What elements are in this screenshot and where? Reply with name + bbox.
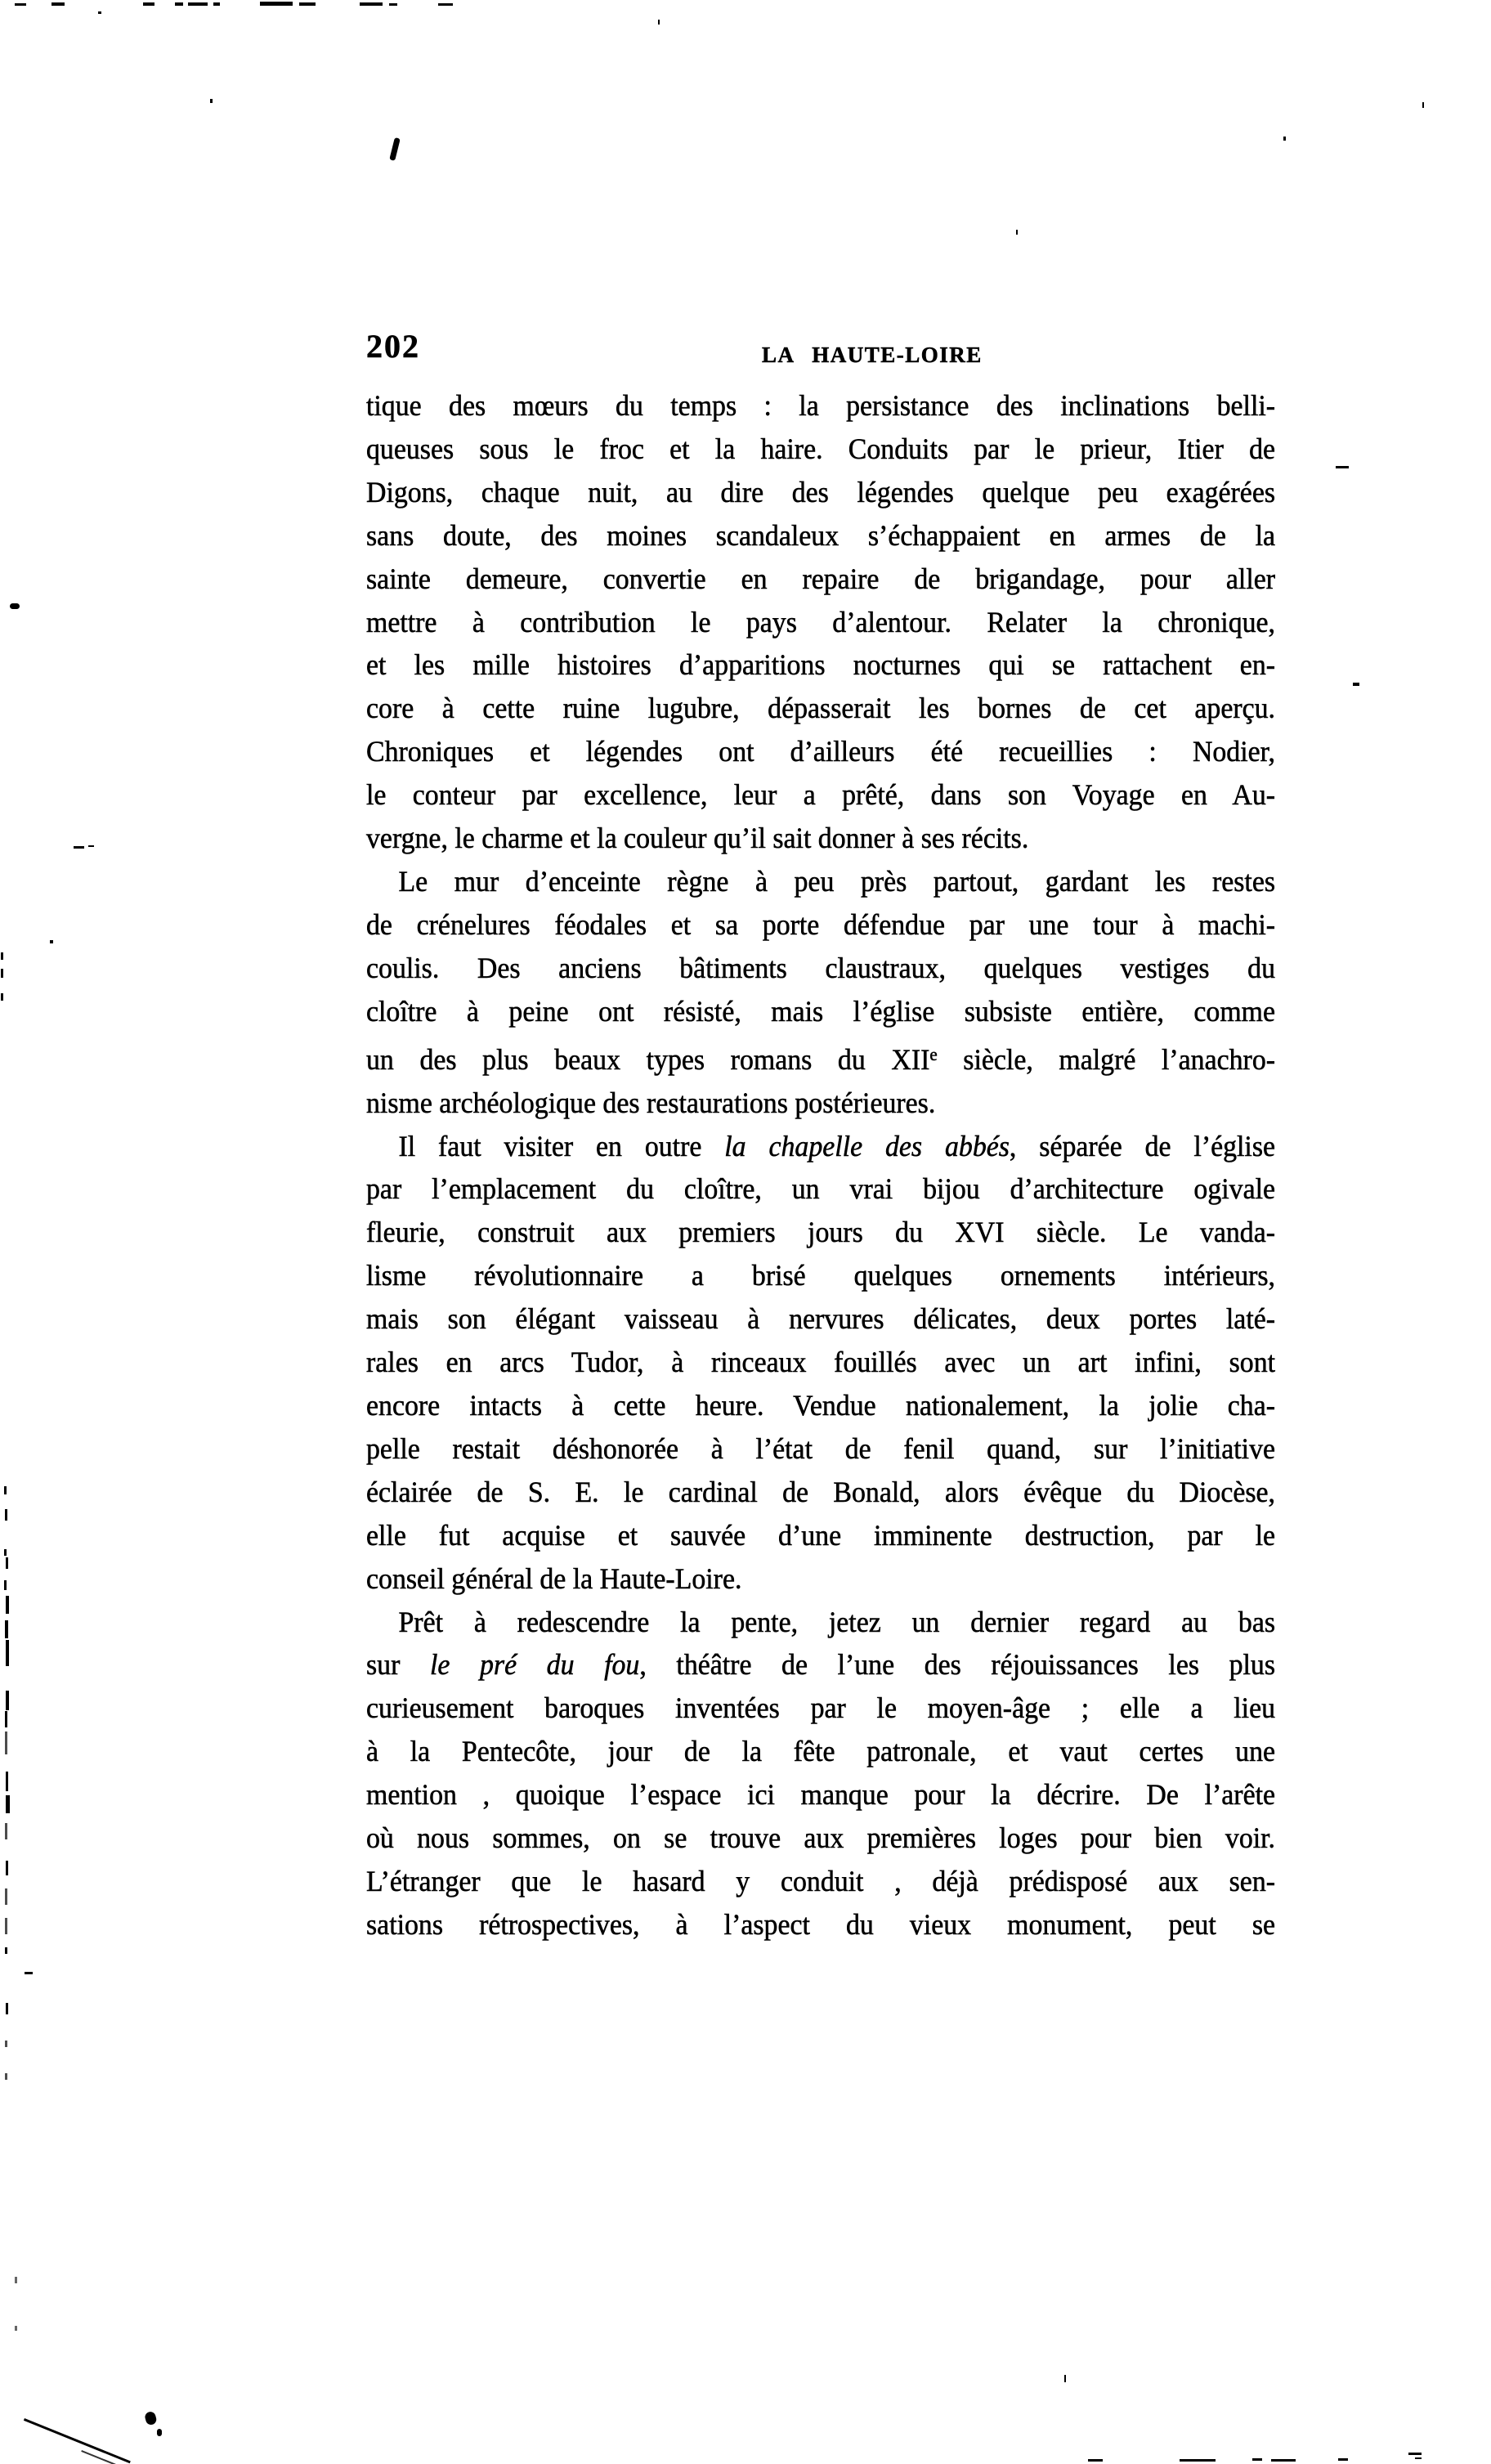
- scan-artifact: [6, 1795, 10, 1813]
- text-segment: cloître à peine ont résisté, mais l’église subsiste entière, comme: [366, 994, 1276, 1028]
- scan-artifact: [81, 2450, 115, 2464]
- scan-artifact: [143, 2, 154, 6]
- text-line: [366, 558, 1275, 601]
- scan-artifact: [1408, 2453, 1422, 2455]
- scan-artifact: [260, 2, 293, 6]
- scan-artifact: [360, 2, 383, 6]
- text-segment: lisme révolutionnaire a brisé quelques ornements intérieurs,: [366, 1259, 1276, 1292]
- scan-artifact: [4, 1580, 7, 1590]
- text-segment: un des plus beaux types romans du XII: [366, 1042, 930, 1076]
- scan-artifact: [389, 137, 401, 161]
- italic-text: le pré du fou: [429, 1648, 640, 1682]
- scan-artifact: [210, 99, 213, 103]
- text-line: [366, 514, 1275, 558]
- text-segment: pelle restait déshonorée à l’état de fenil quand, sur l’initiative: [366, 1431, 1276, 1465]
- text-segment: tique des mœurs du temps : la persistance des inclinations belli-: [366, 389, 1276, 422]
- scan-artifact: [175, 2, 183, 6]
- text-line: [366, 947, 1275, 990]
- text-line: [366, 1730, 1275, 1773]
- scan-artifact: [50, 940, 53, 943]
- text-line: [366, 1817, 1275, 1860]
- text-line: [366, 1167, 1275, 1211]
- text-segment: fleurie, construit aux premiers jours du XVI siècle. Le vanda-: [366, 1216, 1276, 1249]
- scan-artifact: [1252, 2458, 1262, 2461]
- scan-artifact: [51, 2, 65, 6]
- scan-artifact: [6, 1772, 8, 1791]
- text-segment: coulis. Des anciens bâtiments claustraux, quelques vestiges du: [366, 951, 1276, 984]
- text-line: [366, 428, 1275, 471]
- text-segment: où nous sommes, on se trouve aux premières loges pour bien voir.: [366, 1821, 1276, 1855]
- text-line: [366, 990, 1275, 1033]
- scan-artifact: [1338, 2458, 1348, 2461]
- scan-artifact: [1, 952, 3, 960]
- text-block: [366, 384, 1275, 1947]
- scan-artifact: [1064, 2375, 1066, 2382]
- superscript-text: e: [929, 1043, 938, 1064]
- text-segment: Il faut visiter en outre: [398, 1129, 725, 1163]
- text-segment: conseil général de la Haute-Loire.: [366, 1561, 742, 1595]
- scan-artifact: [5, 2073, 7, 2080]
- scan-artifact: [1336, 466, 1349, 468]
- text-segment: vergne, le charme et la couleur qu’il sait donner à ses récits.: [366, 822, 1029, 855]
- scan-artifact: [1016, 230, 1018, 235]
- text-line: [366, 1427, 1275, 1471]
- scan-artifact: [144, 2411, 158, 2426]
- text-line: [366, 1514, 1275, 1557]
- scan-artifact: [157, 2429, 162, 2436]
- scan-artifact: [438, 3, 453, 6]
- text-line: [366, 1125, 1275, 1168]
- scan-artifact: [25, 1972, 33, 1974]
- text-segment: mais son élégant vaisseau à nervures délicates, deux portes laté-: [366, 1302, 1276, 1336]
- text-segment: Le mur d’enceinte règne à peu près partout, gardant les restes: [398, 864, 1276, 898]
- scan-artifact: [1271, 2459, 1296, 2462]
- scan-artifact: [6, 1640, 9, 1666]
- text-segment: mention , quoique l’espace ici manque pour la décrire. De l’arête: [366, 1778, 1276, 1812]
- text-segment: L’étranger que le hasard y conduit , déjà prédisposé aux sen-: [366, 1864, 1276, 1897]
- text-line: [366, 1557, 1275, 1601]
- text-segment: elle fut acquise et sauvée d’une imminente destruction, par le: [366, 1518, 1276, 1552]
- scan-artifact: [213, 2, 220, 6]
- text-line: [366, 1297, 1275, 1341]
- text-segment: nisme archéologique des restaurations postérieures.: [366, 1086, 936, 1119]
- scan-artifact: [6, 2003, 8, 2014]
- text-line: [366, 1687, 1275, 1730]
- scan-artifact: [5, 1711, 7, 1727]
- scan-artifact: [5, 1947, 7, 1954]
- text-segment: sainte demeure, convertie en repaire de brigandage, pour aller: [366, 562, 1276, 595]
- text-segment: , théâtre de l’une des réjouissances les plus: [639, 1648, 1276, 1682]
- text-line: [366, 1643, 1275, 1687]
- text-segment: Prêt à redescendre la pente, jetez un dernier regard au bas: [398, 1605, 1276, 1638]
- scan-artifact: [4, 1549, 7, 1556]
- scan-artifact: [1283, 137, 1286, 141]
- scan-artifact: [6, 1557, 8, 1569]
- scan-artifact: [5, 1918, 7, 1934]
- text-line: [366, 860, 1275, 903]
- text-line: [366, 1033, 1275, 1082]
- scan-artifact: [74, 846, 84, 849]
- text-segment: à la Pentecôte, jour de la fête patronale, et vaut certes une: [366, 1735, 1276, 1768]
- scan-artifact: [88, 845, 94, 847]
- text-line: [366, 384, 1275, 428]
- scan-artifact: [1353, 683, 1359, 686]
- text-line: [366, 903, 1275, 947]
- scan-artifact: [299, 2, 316, 6]
- text-line: [366, 601, 1275, 644]
- text-segment: core à cette ruine lugubre, dépasserait les bornes de cet aperçu.: [366, 692, 1276, 725]
- scan-artifact: [15, 2326, 17, 2331]
- text-segment: de crénelures féodales et sa porte défendue par une tour à machi-: [366, 907, 1276, 941]
- italic-text: la chapelle des abbés: [724, 1129, 1010, 1163]
- scan-artifact: [5, 1732, 7, 1754]
- scan-artifact: [5, 1823, 7, 1839]
- text-line: [366, 1601, 1275, 1644]
- text-line: [366, 1903, 1275, 1947]
- text-line: [366, 687, 1275, 730]
- scan-artifact: [658, 20, 660, 25]
- scan-artifact: [1088, 2459, 1103, 2462]
- text-line: [366, 643, 1275, 687]
- text-segment: rales en arcs Tudor, à rinceaux fouillés avec un art infini, sont: [366, 1346, 1276, 1379]
- running-title: LA HAUTE-LOIRE: [762, 343, 983, 367]
- text-segment: curieusement baroques inventées par le moyen-âge ; elle a lieu: [366, 1691, 1276, 1725]
- scan-artifact: [1422, 102, 1424, 108]
- scan-artifact: [6, 1691, 9, 1710]
- scan-artifact: [10, 603, 20, 609]
- scan-artifact: [6, 1596, 9, 1614]
- scan-artifact: [15, 2277, 17, 2283]
- text-segment: sur: [366, 1648, 430, 1682]
- text-line: [366, 1082, 1275, 1125]
- text-segment: siècle, malgré l’anachro-: [937, 1042, 1276, 1076]
- text-segment: éclairée de S. E. le cardinal de Bonald, alors évêque du Diocèse,: [366, 1475, 1276, 1508]
- text-line: [366, 730, 1275, 773]
- scan-artifact: [1, 993, 3, 1001]
- text-line: [366, 1254, 1275, 1297]
- text-line: [366, 1471, 1275, 1514]
- scan-artifact: [5, 1620, 8, 1638]
- text-segment: encore intacts à cette heure. Vendue nationalement, la jolie cha-: [366, 1389, 1276, 1422]
- text-line: [366, 1384, 1275, 1427]
- text-segment: sations rétrospectives, à l’aspect du vieux monument, peut se: [366, 1907, 1276, 1941]
- page-number: 202: [366, 328, 420, 365]
- scan-artifact: [5, 1509, 7, 1521]
- scan-artifact: [5, 2041, 7, 2047]
- text-line: [366, 817, 1275, 860]
- text-segment: par l’emplacement du cloître, un vrai bijou d’architecture ogivale: [366, 1172, 1276, 1206]
- scan-artifact: [15, 3, 26, 6]
- text-line: [366, 1773, 1275, 1817]
- scan-artifact: [6, 1861, 8, 1875]
- scan-artifact: [188, 2, 208, 6]
- scan-artifact: [389, 3, 397, 6]
- scan-artifact: [1415, 2457, 1422, 2459]
- scan-artifact: [24, 2418, 131, 2463]
- text-line: [366, 1341, 1275, 1384]
- text-segment: sans doute, des moines scandaleux s’échappaient en armes de la: [366, 518, 1276, 552]
- text-segment: Digons, chaque nuit, au dire des légendes quelque peu exagérées: [366, 475, 1276, 508]
- text-line: [366, 773, 1275, 817]
- text-line: [366, 1211, 1275, 1254]
- text-line: [366, 1860, 1275, 1903]
- scan-artifact: [4, 1486, 7, 1494]
- text-segment: et les mille histoires d’apparitions nocturnes qui se rattachent en-: [366, 648, 1276, 682]
- scan-artifact: [98, 11, 101, 14]
- scan-artifact: [5, 1888, 7, 1905]
- text-segment: le conteur par excellence, leur a prêté, dans son Voyage en Au-: [366, 778, 1276, 812]
- text-segment: queuses sous le froc et la haire. Conduits par le prieur, Itier de: [366, 432, 1276, 465]
- text-line: [366, 471, 1275, 514]
- text-segment: Chroniques et légendes ont d’ailleurs été recueillies : Nodier,: [366, 735, 1276, 768]
- text-segment: mettre à contribution le pays d’alentour. Relater la chronique,: [366, 605, 1276, 638]
- scan-artifact: [1, 969, 3, 978]
- text-segment: , séparée de l’église: [1009, 1129, 1276, 1163]
- scan-artifact: [1180, 2459, 1216, 2462]
